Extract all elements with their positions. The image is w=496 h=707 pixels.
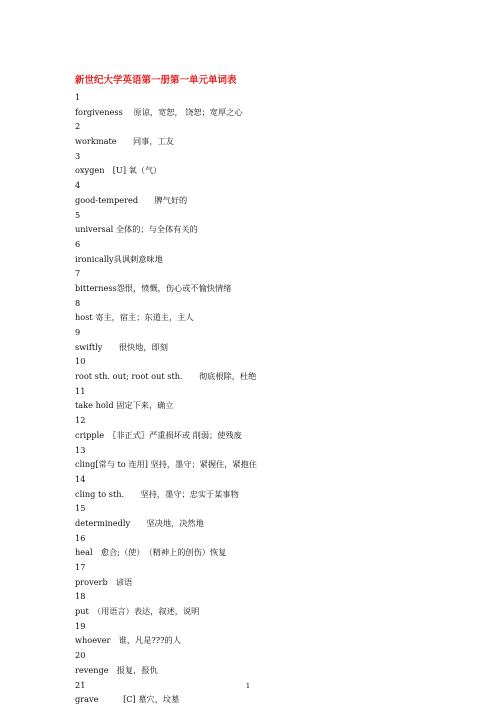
entry-text: cling[常与 to 连用] 坚持，墨守；紧握住，紧抱住 xyxy=(75,459,257,470)
entry-text: oxygen [U] 氧（气） xyxy=(75,165,162,176)
entry-text: heal 愈合;（使） （精神上的创伤）恢复 xyxy=(75,547,227,558)
entry-number: 3 xyxy=(75,150,81,161)
entry-text: proverb 谚语 xyxy=(75,576,133,587)
vocabulary-entry xyxy=(75,178,475,207)
vocabulary-entry xyxy=(75,472,475,501)
entry-number: 6 xyxy=(75,238,81,249)
entry-number: 14 xyxy=(75,473,86,484)
entry-text: grave [C] 墓穴，坟墓 xyxy=(75,694,180,705)
entry-number: 8 xyxy=(75,297,81,308)
entry-number: 18 xyxy=(75,591,86,602)
page-number: 1 xyxy=(245,682,251,690)
entry-text: whoever 谁，凡是???的人 xyxy=(75,635,181,646)
vocabulary-entry xyxy=(75,296,475,325)
entry-text: forgiveness 原谅，宽恕， 饶恕；宽厚之心 xyxy=(75,106,243,117)
entry-text: cling to sth. 坚持，墨守；忠实于某事物 xyxy=(75,488,239,499)
entry-text: good-tempered 脾气好的 xyxy=(75,194,188,205)
entry-number: 10 xyxy=(75,356,86,367)
vocabulary-entry xyxy=(75,325,475,354)
vocabulary-entry xyxy=(75,266,475,295)
vocabulary-entry xyxy=(75,648,475,677)
entry-number: 2 xyxy=(75,121,81,132)
entry-number: 7 xyxy=(75,268,81,279)
vocabulary-entry xyxy=(75,208,475,237)
vocabulary-entry xyxy=(75,119,475,148)
entry-number: 11 xyxy=(75,385,86,396)
vocabulary-list xyxy=(75,90,475,707)
vocabulary-entry xyxy=(75,560,475,589)
entry-number: 20 xyxy=(75,650,86,661)
entry-number: 15 xyxy=(75,503,86,514)
entry-text: determinedly 坚决地，决然地 xyxy=(75,517,204,528)
vocabulary-entry xyxy=(75,90,475,119)
entry-number: 12 xyxy=(75,415,86,426)
vocabulary-entry xyxy=(75,443,475,472)
entry-text: take hold 固定下来，确立 xyxy=(75,400,174,411)
entry-text: host 寄主，宿主；东道主，主人 xyxy=(75,312,194,323)
entry-number: 5 xyxy=(75,209,81,220)
entry-number: 19 xyxy=(75,620,86,631)
entry-text: bitterness怨恨，愤慨，伤心或不愉快情绪 xyxy=(75,282,232,293)
page-title: 新世纪大学英语第一册第一单元单词表 xyxy=(75,75,237,86)
entry-number: 17 xyxy=(75,562,86,572)
entry-number: 13 xyxy=(75,444,86,455)
entry-number: 16 xyxy=(75,532,86,543)
vocabulary-entry xyxy=(75,589,475,618)
entry-number: 1 xyxy=(75,92,81,102)
vocabulary-entry xyxy=(75,354,475,383)
entry-text: universal 全体的；与全体有关的 xyxy=(75,224,198,235)
entry-text: revenge 报复，报仇 xyxy=(75,664,158,675)
entry-text: workmate 同事，工友 xyxy=(75,136,174,147)
entry-text: put （用语言）表达，叙述，说明 xyxy=(75,606,200,617)
vocabulary-entry xyxy=(75,413,475,442)
vocabulary-entry xyxy=(75,149,475,178)
entry-number: 21 xyxy=(75,679,86,690)
entry-text: cripple 〖非正式〗严重损坏或 削弱；使残废 xyxy=(75,429,242,440)
entry-number: 4 xyxy=(75,180,81,191)
entry-number: 9 xyxy=(75,327,81,337)
entry-text: root sth. out; root out sth. 彻底根除，杜绝 xyxy=(75,371,257,382)
vocabulary-entry xyxy=(75,501,475,530)
entry-text: swiftly 很快地，即刻 xyxy=(75,341,168,352)
vocabulary-entry xyxy=(75,384,475,413)
vocabulary-entry xyxy=(75,619,475,648)
vocabulary-entry xyxy=(75,237,475,266)
vocabulary-entry xyxy=(75,531,475,560)
entry-text: ironically具讽刺意味地 xyxy=(75,253,163,264)
